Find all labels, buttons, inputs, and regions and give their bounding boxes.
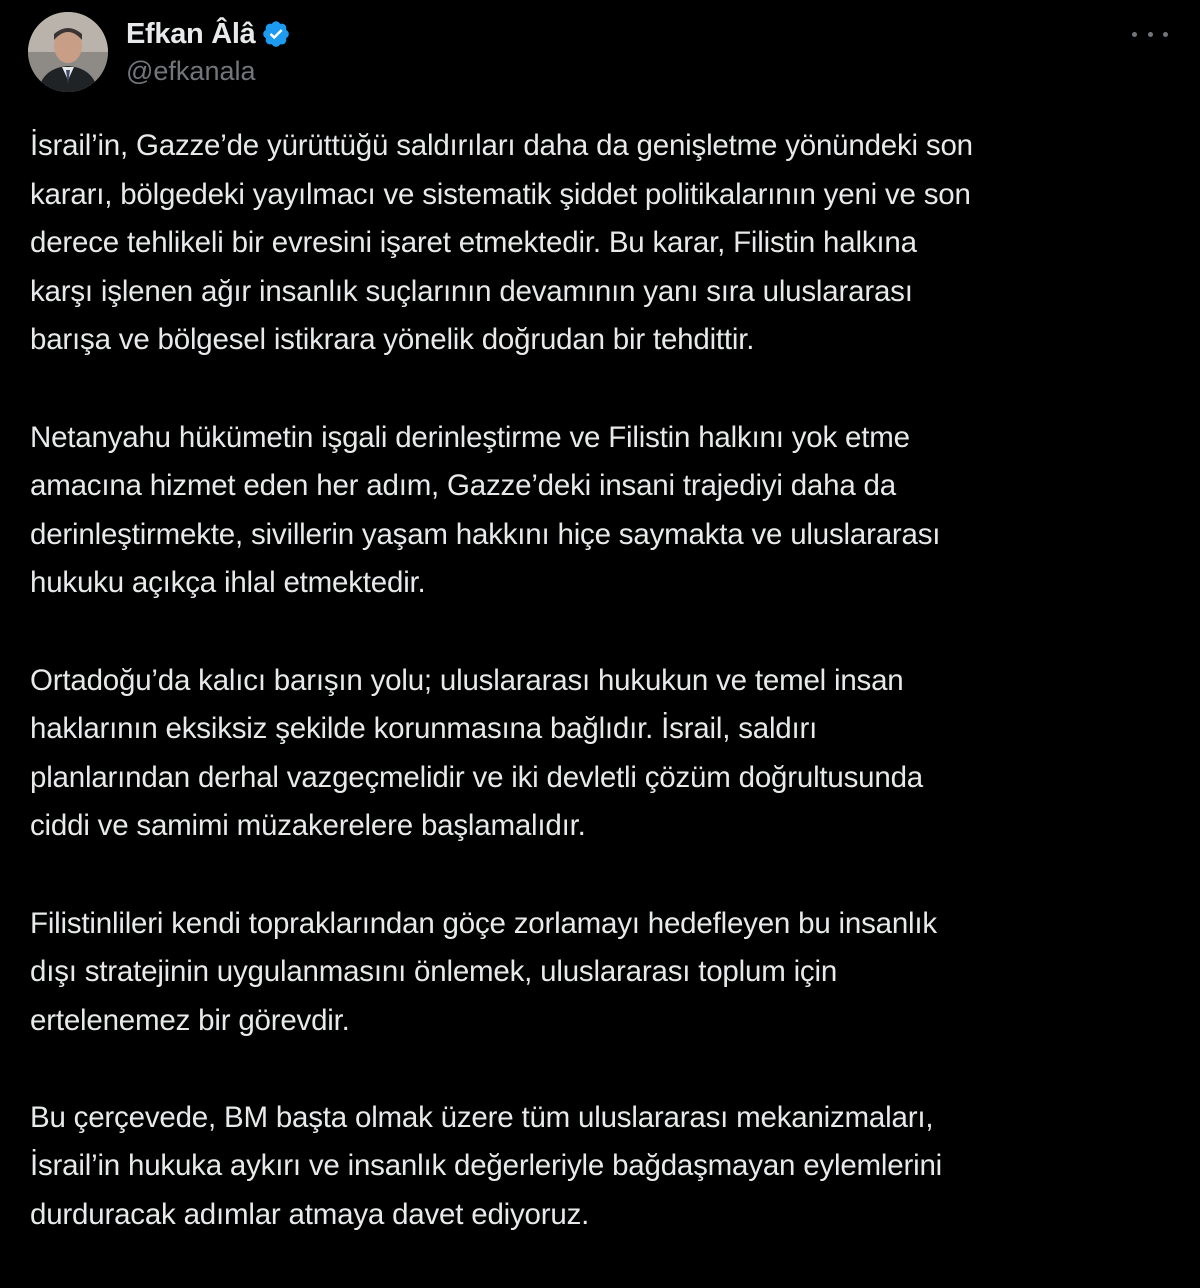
author-display-name[interactable]: Efkan Âlâ	[126, 17, 256, 50]
tweet-paragraph-1: İsrail’in, Gazze’de yürüttüğü saldırıları daha da genişletme yönündeki son kararı, bölgedeki yayılmacı ve sistematik şiddet politikalarının yeni ve son derece tehlikeli bir evresini işaret etmektedir. Bu karar, Filistin halkına karşı işlenen ağır insanlık suçlarının devamının yanı sıra uluslararası barışa ve bölgesel istikrara yönelik doğrudan bir tehdittir.	[30, 129, 973, 357]
user-avatar[interactable]	[28, 12, 108, 92]
tweet-text	[30, 122, 1190, 1288]
tweet-header	[28, 12, 1172, 96]
verified-badge-icon[interactable]	[261, 19, 291, 49]
avatar-portrait-icon	[28, 12, 108, 92]
tweet-paragraph-2: Netanyahu hükümetin işgali derinleştirme ve Filistin halkını yok etme amacına hizmet eden her adım, Gazze’deki insani trajediyi daha da derinleştirmekte, sivillerin yaşam hakkını hiçe saymakta ve uluslararası hukuku açıkça ihlal etmektedir.	[30, 420, 941, 600]
author-names	[126, 14, 291, 87]
more-options-icon[interactable]	[1132, 24, 1168, 44]
tweet-paragraph-3: Ortadoğu’da kalıcı barışın yolu; uluslararası hukukun ve temel insan haklarının eksiksiz şekilde korunmasına bağlıdır. İsrail, saldırı planlarından derhal vazgeçmelidir ve iki devletli çözüm doğrultusunda ciddi ve samimi müzakerelere başlamalıdır.	[30, 663, 924, 843]
author-handle[interactable]: @efkanala	[126, 56, 256, 86]
tweet-paragraph-4: Filistinlileri kendi topraklarından göçe zorlamayı hedefleyen bu insanlık dışı stratejinin uygulanmasını önlemek, uluslararası toplum için ertelenemez bir görevdir.	[30, 906, 937, 1037]
display-name-row	[126, 14, 291, 54]
tweet-paragraph-5: Bu çerçevede, BM başta olmak üzere tüm uluslararası mekanizmaları, İsrail’in hukuka aykırı ve insanlık değerleriyle bağdaşmayan eylemlerini durduracak adımlar atmaya davet ediyoruz.	[30, 1100, 943, 1232]
